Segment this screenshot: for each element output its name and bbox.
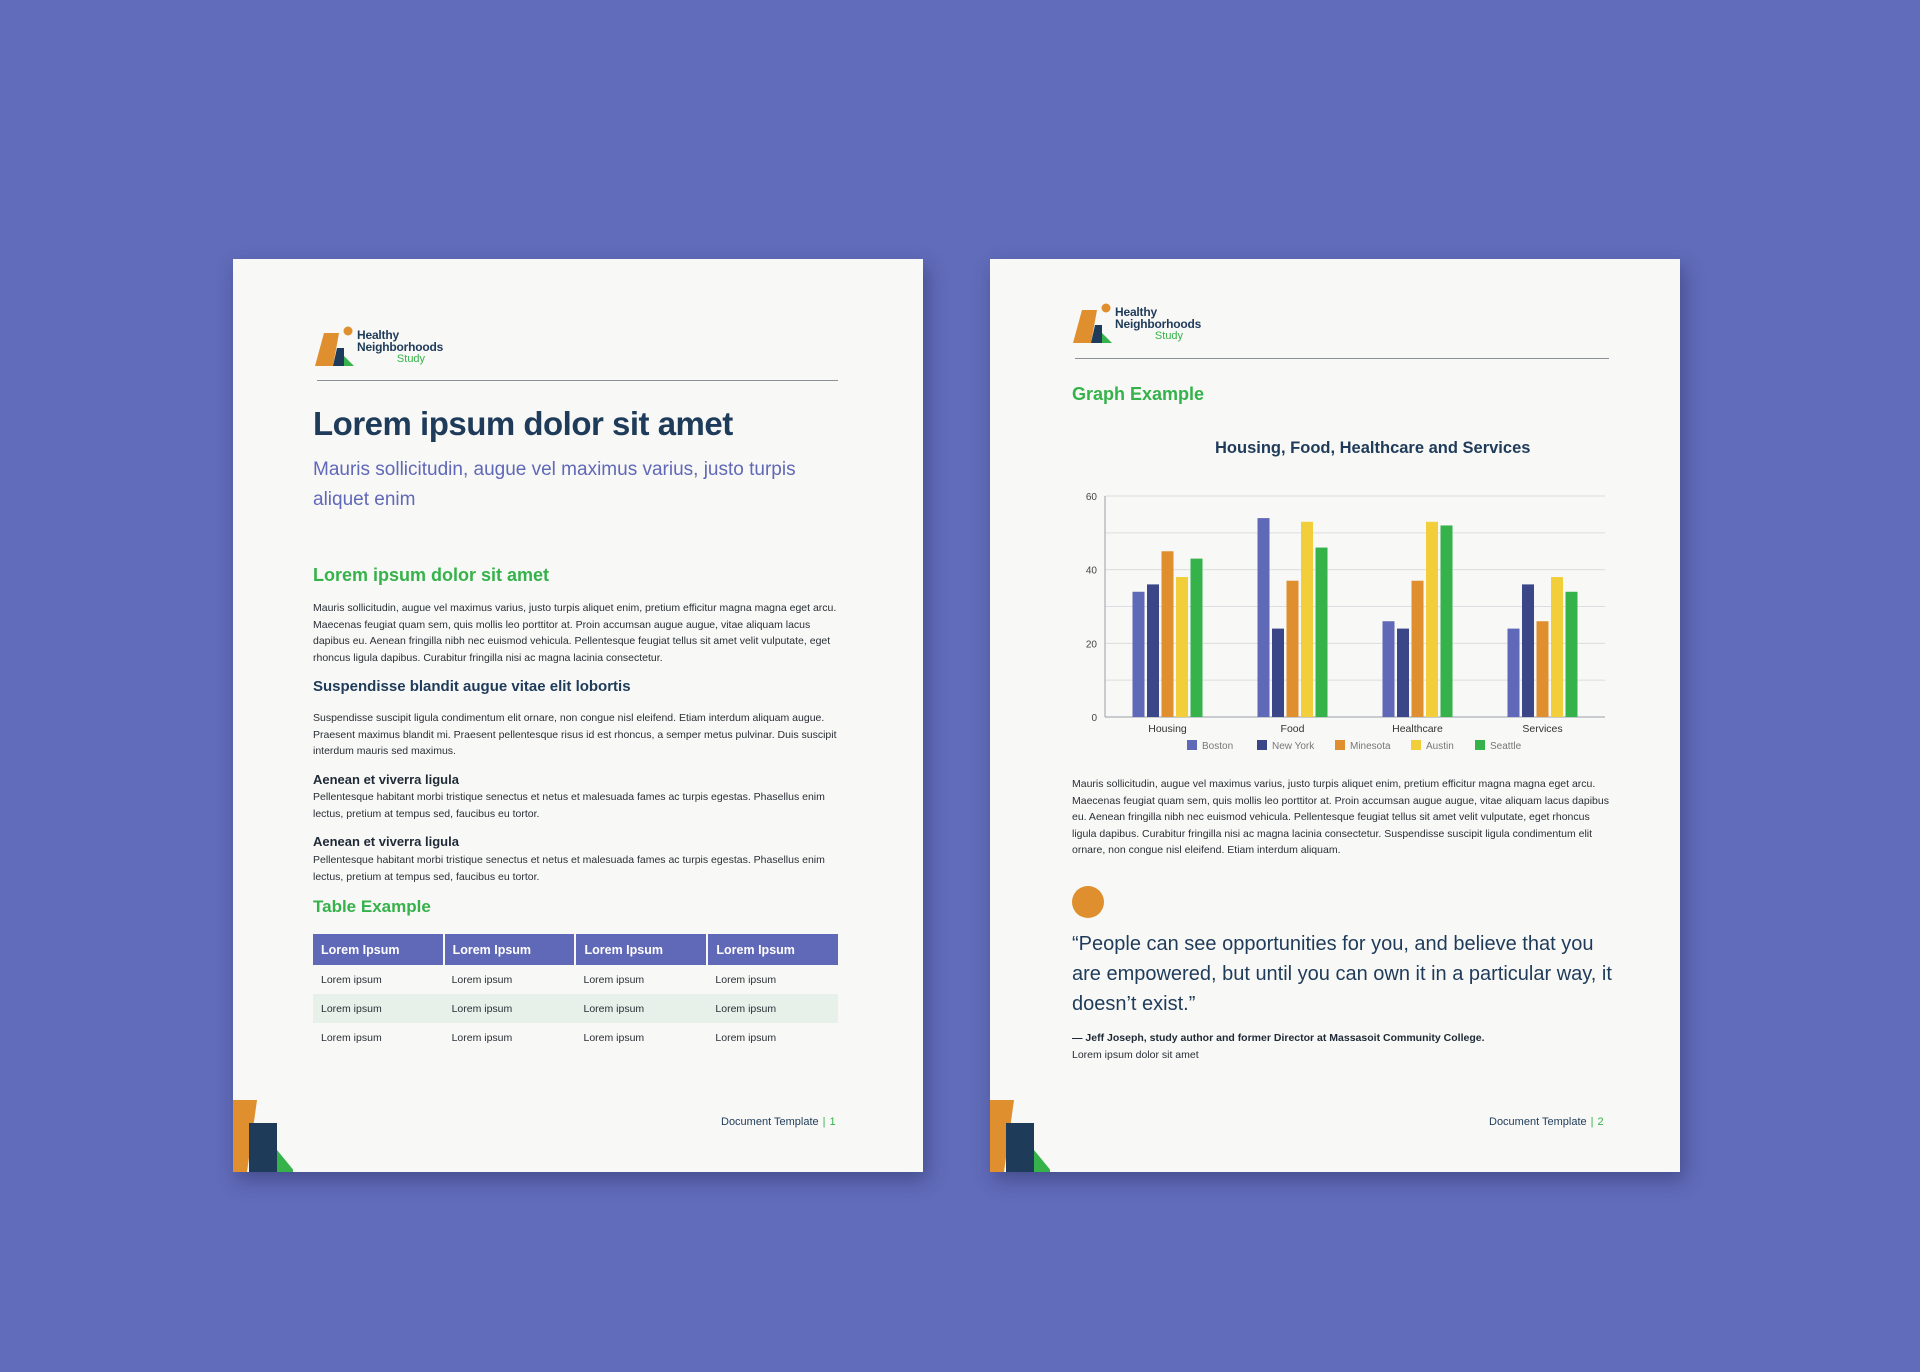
chart-bar <box>1162 551 1174 717</box>
chart-bar <box>1441 525 1453 717</box>
subsection-heading-2: Aenean et viverra ligula <box>313 834 459 849</box>
subsection-body-1: Pellentesque habitant morbi tristique senectus et netus et malesuada fames ac turpis egestas. Phasellus enim lectus, pretium at tempus sed, faucibus eu tortor. <box>313 791 825 820</box>
quote-attribution-sub: Lorem ipsum dolor sit amet <box>1072 1049 1199 1061</box>
data-table <box>313 934 838 1052</box>
table-cell: Lorem ipsum <box>575 994 707 1023</box>
brand-logo <box>315 326 443 366</box>
page-number: 2 <box>1597 1116 1604 1128</box>
chart-bar <box>1147 584 1159 717</box>
document-page-2 <box>990 259 1680 1172</box>
section-heading-2: Suspendisse blandit augue vitae elit lobortis <box>313 678 631 695</box>
brand-line-2: Neighborhoods <box>357 340 444 354</box>
page-number: 1 <box>829 1116 836 1128</box>
logo-mark-icon <box>1073 303 1113 343</box>
page-subtitle: Mauris sollicitudin, augue vel maximus varius, justo turpis aliquet enim <box>313 459 796 510</box>
table-cell: Lorem ipsum <box>313 994 444 1023</box>
page-title: Lorem ipsum dolor sit amet <box>313 405 733 442</box>
table-cell: Lorem ipsum <box>583 973 645 986</box>
chart-legend-label: Boston <box>1202 741 1234 752</box>
page-footer <box>1489 1116 1604 1128</box>
section-body: Mauris sollicitudin, augue vel maximus varius, justo turpis aliquet enim, pretium efficitur magna magna eget arcu. Maecenas feugiat quam sem, quis mollis leo porttitor at. Proin accumsan augue augue, vitae aliquam lacus dapibus eu. Aenean fringilla nibh nec euismod vehicula. Pellentesque feugiat tellus sit amet velit vulputate, eget rhoncus ligula dapibus. Curabitur fringilla nisi ac magna lacinia consectetur. <box>313 602 837 664</box>
pull-quote: “People can see opportunities for you, and believe that you are empowered, but until you can own it in a particular way, it doesn’t exist.” <box>1072 933 1612 1015</box>
chart-legend-swatch <box>1475 740 1485 750</box>
chart-bar <box>1426 522 1438 717</box>
document-page-1 <box>233 259 923 1172</box>
chart-bar <box>1272 629 1284 717</box>
chart-legend-swatch <box>1335 740 1345 750</box>
chart-bar <box>1412 581 1424 717</box>
brand-logo <box>1073 303 1201 343</box>
corner-decoration-icon <box>990 1100 1050 1172</box>
chart-x-ticks <box>1148 723 1562 735</box>
header-divider <box>317 380 838 381</box>
table-heading: Table Example <box>313 897 431 916</box>
brand-wordmark <box>357 329 443 365</box>
chart-bar <box>1191 559 1203 717</box>
table-cell: Lorem ipsum <box>583 1031 645 1044</box>
chart-bar <box>1383 621 1395 717</box>
quote-attribution: — Jeff Joseph, study author and former Director at Massasoit Community College. <box>1072 1032 1485 1044</box>
subsection-body-2: Pellentesque habitant morbi tristique senectus et netus et malesuada fames ac turpis egestas. Phasellus enim lectus, pretium at tempus sed, faucibus eu tortor. <box>313 854 825 883</box>
chart-bar <box>1566 592 1578 717</box>
chart-x-tick-label: Services <box>1522 723 1563 735</box>
chart-bar <box>1508 629 1520 717</box>
brand-line-1: Healthy <box>357 328 399 342</box>
bar-chart <box>1060 459 1620 759</box>
chart-y-tick-label: 60 <box>1085 492 1097 503</box>
table-header-cell: Lorem Ipsum <box>575 934 707 965</box>
brand-line-3: Study <box>1154 330 1184 342</box>
graph-heading: Graph Example <box>1072 384 1205 404</box>
chart-legend-label: Seattle <box>1490 741 1522 752</box>
table-cell: Lorem ipsum <box>451 973 513 986</box>
brand-line-2: Neighborhoods <box>1115 317 1202 331</box>
section-heading: Lorem ipsum dolor sit amet <box>313 565 550 585</box>
chart-bar <box>1301 522 1313 717</box>
footer-label: Document Template <box>1489 1116 1587 1128</box>
chart-x-tick-label: Food <box>1280 723 1305 735</box>
chart-title: Housing, Food, Healthcare and Services <box>1215 439 1531 457</box>
chart-legend-swatch <box>1411 740 1421 750</box>
subsection-heading-1: Aenean et viverra ligula <box>313 772 459 787</box>
chart-bar <box>1287 581 1299 717</box>
chart-bars <box>1133 518 1578 717</box>
footer-label: Document Template <box>721 1116 819 1128</box>
chart-bar <box>1397 629 1409 717</box>
table-cell: Lorem ipsum <box>321 1031 382 1044</box>
chart-y-ticks <box>1086 492 1098 724</box>
logo-mark-icon <box>315 326 355 366</box>
table-row <box>313 965 838 994</box>
chart-y-tick-label: 40 <box>1085 565 1097 577</box>
page-footer <box>721 1116 836 1128</box>
chart-y-tick-label: 0 <box>1091 713 1097 724</box>
chart-legend-label: New York <box>1272 741 1315 752</box>
brand-wordmark <box>1115 306 1201 342</box>
chart-bar <box>1258 518 1270 717</box>
chart-bar <box>1316 548 1328 717</box>
chart-y-tick-label: 20 <box>1085 639 1097 651</box>
table-cell: Lorem ipsum <box>715 973 777 986</box>
footer-separator: | <box>1590 1116 1594 1128</box>
graph-body: Mauris sollicitudin, augue vel maximus varius, justo turpis aliquet enim, pretium efficitur magna magna eget arcu. Maecenas feugiat quam sem, quis mollis leo porttitor at. Proin accumsan augue augue, vitae aliquam lacus dapibus eu. Aenean fringilla nibh nec euismod vehicula. Pellentesque feugiat tellus sit amet velit vulputate, eget rhoncus ligula dapibus. Curabitur fringilla nisi ac magna lacinia consectetur. Suspendisse suscipit ligula condimentum elit ornare, non congue nisl eleifend. Etiam interdum aliquam. <box>1072 778 1609 856</box>
chart-legend <box>1187 740 1522 752</box>
quote-marker <box>1072 886 1104 918</box>
brand-line-1: Healthy <box>1115 305 1157 319</box>
chart-legend-label: Austin <box>1426 741 1454 752</box>
table-row <box>313 1023 838 1052</box>
chart-x-tick-label: Housing <box>1148 723 1187 735</box>
table-header-cell: Lorem Ipsum <box>313 934 444 965</box>
chart-bar <box>1551 577 1563 717</box>
chart-bar <box>1522 584 1534 717</box>
chart-legend-label: Minesota <box>1350 741 1391 752</box>
table-header-cell: Lorem Ipsum <box>707 934 838 965</box>
table-row <box>313 994 838 1023</box>
footer-separator: | <box>822 1116 826 1128</box>
brand-line-3: Study <box>396 353 426 365</box>
chart-bar <box>1537 621 1549 717</box>
chart-bar <box>1176 577 1188 717</box>
table-cell: Lorem ipsum <box>444 994 576 1023</box>
table-cell: Lorem ipsum <box>321 973 382 986</box>
table-header-cell: Lorem Ipsum <box>444 934 576 965</box>
corner-decoration-icon <box>233 1100 293 1172</box>
table-cell: Lorem ipsum <box>451 1031 513 1044</box>
section-body-2: Suspendisse suscipit ligula condimentum elit ornare, non congue nisl eleifend. Etiam interdum aliquam augue. Praesent maximus blandit mi. Praesent pellentesque risus id est rhoncus, a semper metus pulvinar. Duis suscipit interdum mauris sed maximus. <box>313 712 837 757</box>
header-divider <box>1075 358 1609 359</box>
table-header-row <box>313 934 838 965</box>
table-cell: Lorem ipsum <box>715 1031 777 1044</box>
chart-legend-swatch <box>1187 740 1197 750</box>
chart-legend-swatch <box>1257 740 1267 750</box>
chart-bar <box>1133 592 1145 717</box>
table-cell: Lorem ipsum <box>707 994 838 1023</box>
chart-x-tick-label: Healthcare <box>1392 723 1443 735</box>
